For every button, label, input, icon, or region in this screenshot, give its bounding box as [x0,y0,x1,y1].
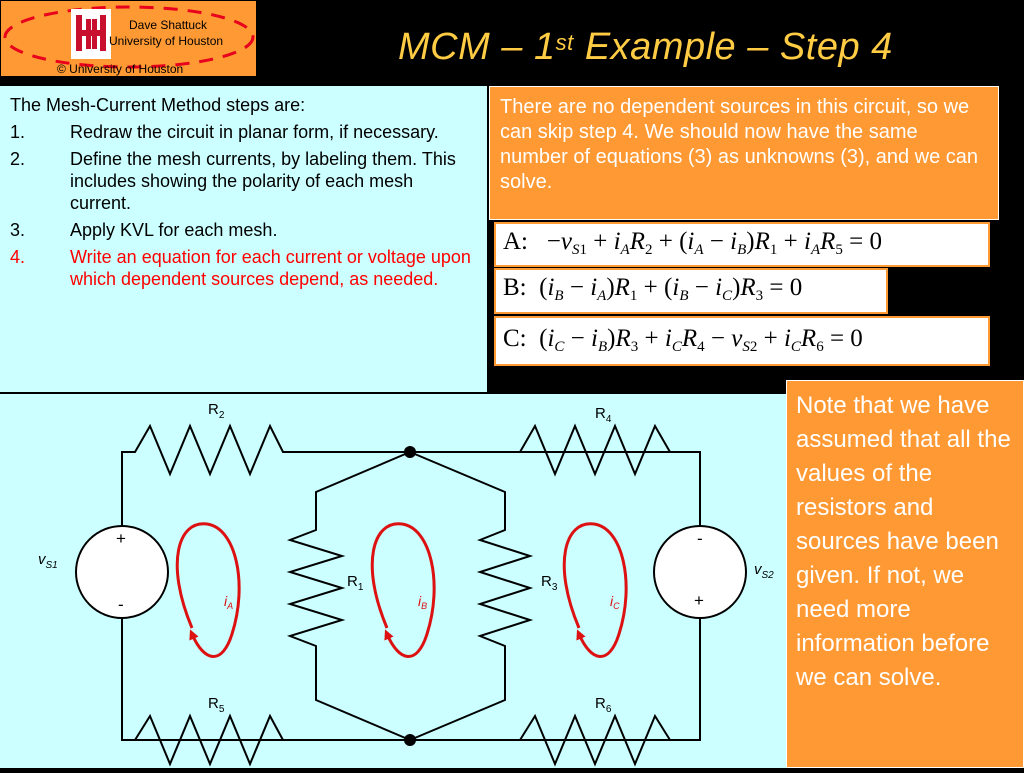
label-ia: $i_A$ [224,593,234,611]
steps-panel [0,86,487,392]
step-number: 3. [10,220,26,240]
mesh-arrow-b [372,524,434,657]
label-r2: $R_2$ [208,401,225,421]
title-part1: MCM – 1 [398,26,556,68]
step-number: 1. [10,122,26,142]
label-ic: $i_C$ [610,593,620,611]
label-r6: $R_6$ [595,695,612,715]
step-number: 2. [10,149,26,169]
step-number: 4. [10,247,26,267]
node-top [404,446,416,458]
steps-heading: The Mesh-Current Method steps are: [10,95,306,115]
label-ib: $i_B$ [418,593,428,611]
vs2-minus: - [697,529,703,548]
step-text: Define the mesh currents, by labeling them. This includes showing the polarity of each mesh current. [70,149,456,213]
step-item [10,148,475,214]
wire-top [122,426,700,536]
resistor-r3 [410,452,530,740]
step-text: Apply KVL for each mesh. [70,220,278,240]
logo-author: Dave Shattuck [129,18,208,32]
circuit-diagram [0,394,786,768]
slide-title [398,26,893,69]
title-part2: Example – Step 4 [573,26,893,68]
label-r1: $R_1$ [347,573,364,593]
step-item-current [10,246,475,290]
equation-b: B: $(i_B - i_A)R_1 + (i_B - i_C)R_3 = 0$ [494,268,888,314]
note-step4: There are no dependent sources in this circuit, so we can skip step 4. We should now have the same number of equations (3) as unknowns (3), and we can solve. [489,86,999,220]
equation-a: A: $-v_{S1} + i_AR_2 + (i_A - i_B)R_1 + i_AR_5 = 0$ [494,222,990,267]
mesh-arrow-c [564,524,626,657]
title-superscript: st [555,30,574,55]
equation-c: C: $(i_C - i_B)R_3 + i_CR_4 - v_{S2} + i_CR_6 = 0$ [494,316,990,366]
step-text: Write an equation for each current or voltage upon which dependent sources depend, as needed. [70,247,471,289]
step-item [10,121,475,143]
label-r4: $R_4$ [595,405,612,425]
logo-box [0,0,257,77]
label-vs2: $v_{S2}$ [754,561,774,581]
vs1-minus: - [118,595,124,614]
equation-b-label: B: [503,274,527,301]
label-vs1: $v_{S1}$ [38,551,58,571]
resistor-r4 [520,426,670,474]
uh-logo-icon [71,9,111,59]
resistor-r1 [290,452,410,740]
step-text: Redraw the circuit in planar form, if necessary. [70,122,439,142]
label-r5: $R_5$ [208,695,225,715]
node-bottom [404,734,416,746]
step-item [10,219,475,241]
note-assumptions: Note that we have assumed that all the values of the resistors and sources have been given. If not, we need more information before we can solve. [786,380,1024,768]
label-r3: $R_3$ [541,573,558,593]
equation-c-label: C: [503,325,527,352]
logo-university: University of Houston [109,34,224,48]
vs2-plus: + [694,591,704,610]
mesh-arrow-a [177,524,239,657]
equation-a-label: A: [503,228,528,255]
copyright-text: © University of Houston [57,62,184,76]
vs1-plus: + [116,529,126,548]
